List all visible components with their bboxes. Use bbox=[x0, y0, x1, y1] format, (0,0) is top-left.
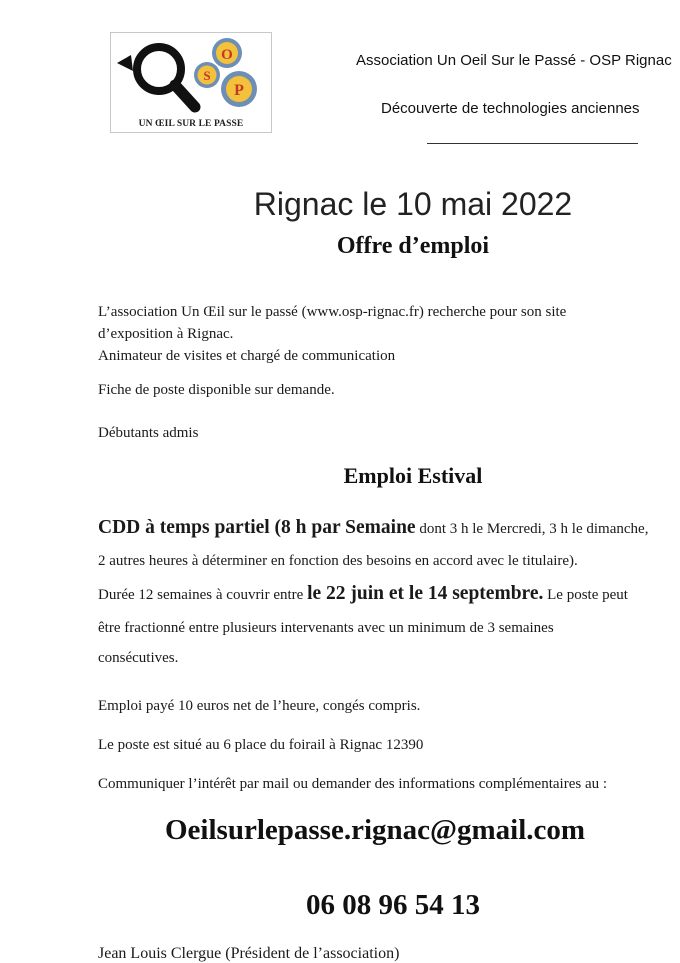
signature-text: Jean Louis Clergue (Président de l’association) bbox=[98, 945, 400, 962]
section-title: Emploi Estival bbox=[343, 463, 483, 488]
contact-intro-text: Communiquer l’intérêt par mail ou demander des informations complémentaires au : bbox=[98, 776, 608, 792]
cdd-bold: CDD à temps partiel (8 h par Semaine bbox=[98, 517, 416, 538]
intro-line-3: Animateur de visites et chargé de communication bbox=[98, 348, 396, 364]
document-title: Offre d’emploi bbox=[336, 233, 490, 259]
duree-line-2: être fractionné entre plusieurs intervenants avec un minimum de 3 semaines bbox=[98, 620, 554, 636]
fiche-de-poste-text: Fiche de poste disponible sur demande. bbox=[98, 382, 335, 398]
duree-dates: le 22 juin et le 14 septembre. bbox=[307, 583, 544, 604]
salaire-text: Emploi payé 10 euros net de l’heure, congés compris. bbox=[98, 698, 421, 714]
duree-part-2: Le poste peut bbox=[543, 587, 628, 603]
duree-line-1 bbox=[98, 583, 628, 605]
lieu-text: Le poste est situé au 6 place du foirail à Rignac 12390 bbox=[98, 737, 424, 753]
intro-line-2: d’exposition à Rignac. bbox=[98, 326, 234, 342]
cdd-line-1 bbox=[98, 517, 648, 539]
duree-line-3: consécutives. bbox=[98, 650, 179, 666]
duree-part-1: Durée 12 semaines à couvrir entre bbox=[98, 587, 308, 603]
cdd-line-2: 2 autres heures à déterminer en fonction des besoins en accord avec le titulaire). bbox=[98, 553, 578, 569]
logo-letter-o: O bbox=[221, 47, 233, 63]
logo-caption: UN ŒIL SUR LE PASSE bbox=[138, 119, 244, 129]
debutants-text: Débutants admis bbox=[98, 425, 199, 441]
association-logo bbox=[110, 32, 272, 133]
magnifier-gears-icon bbox=[111, 33, 271, 133]
header-subtitle: Découverte de technologies anciennes bbox=[381, 100, 640, 117]
document-date: Rignac le 10 mai 2022 bbox=[253, 186, 573, 222]
header-divider bbox=[427, 143, 638, 144]
contact-phone[interactable]: 06 08 96 54 13 bbox=[306, 889, 480, 921]
contact-email[interactable]: Oeilsurlepasse.rignac@gmail.com bbox=[165, 814, 586, 846]
logo-letter-s: S bbox=[203, 68, 211, 83]
cdd-rest: dont 3 h le Mercredi, 3 h le dimanche, bbox=[415, 521, 649, 537]
header-association-name: Association Un Oeil Sur le Passé - OSP Rignac bbox=[356, 52, 672, 69]
intro-line-1: L’association Un Œil sur le passé (www.osp-rignac.fr) recherche pour son site bbox=[98, 304, 567, 320]
logo-letter-p: P bbox=[234, 82, 244, 99]
